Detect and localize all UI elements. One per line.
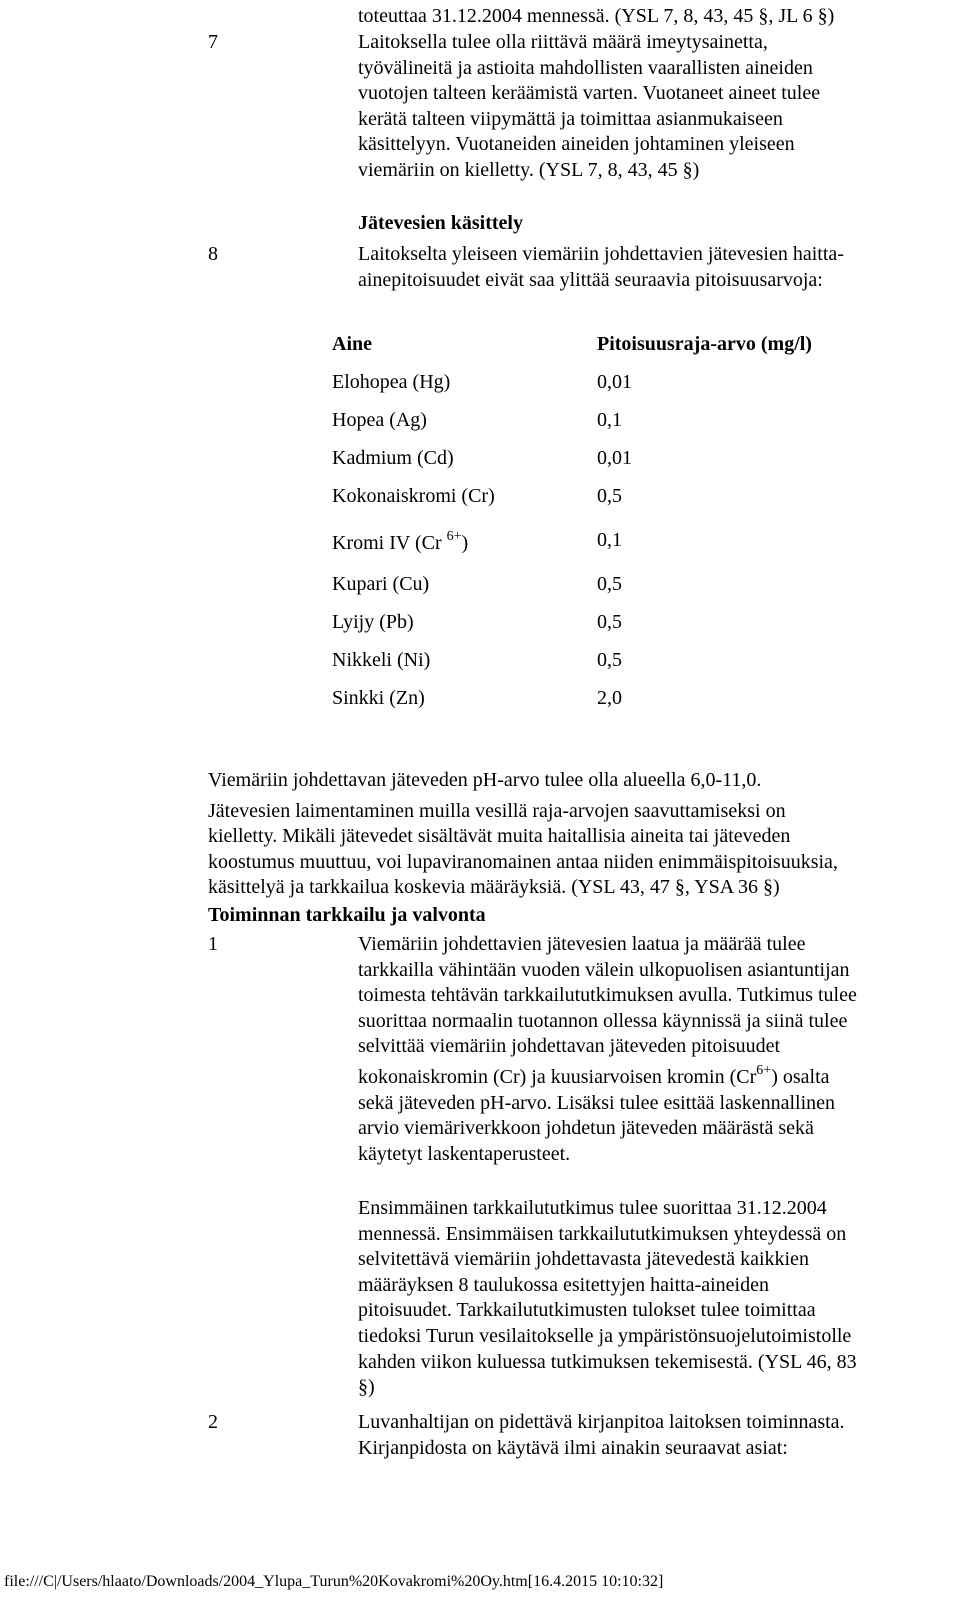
text-line: mennessä. Ensimmäisen tarkkailututkimuksen yhteydessä on: [358, 1222, 847, 1245]
text-line: kahden viikon kuluessa tutkimuksen tekemisestä. (YSL 46, 83: [358, 1350, 857, 1373]
limit-value: 0,1: [597, 529, 622, 552]
substance-name: Sinkki (Zn): [332, 687, 425, 710]
text-line: selvittää viemäriin johdettavan jäteveden pitoisuudet: [358, 1035, 781, 1058]
table-row: [332, 364, 812, 402]
text-line: tiedoksi Turun vesilaitokselle ja ympäristönsuojelutoimistolle: [358, 1324, 852, 1347]
text-line: arvio viemäriverkkoon johdetun jäteveden määrästä sekä: [358, 1117, 814, 1140]
substance-name: [332, 516, 597, 566]
item-7-text: [358, 30, 820, 184]
text-line: selvitettävä viemäriin johdettavasta jätevedestä kaikkien: [358, 1248, 809, 1271]
table-row: [332, 566, 812, 604]
text-line: §): [358, 1376, 375, 1399]
text-line: Laitokselta yleiseen viemäriin johdettavien jätevesien haitta-: [358, 243, 844, 265]
text-line: toimesta tehtävän tarkkailututkimuksen avulla. Tutkimus tulee: [358, 984, 857, 1007]
table-row: [332, 604, 812, 642]
limit-value: 0,5: [597, 649, 622, 672]
table-row: [332, 680, 812, 718]
text-line: Jätevesien laimentaminen muilla vesillä raja-arvojen saavuttamiseksi on: [208, 799, 786, 822]
text-line: käytetyt laskentaperusteet.: [358, 1142, 571, 1165]
item-8-text: [358, 242, 844, 293]
section-heading-monitoring: Toiminnan tarkkailu ja valvonta: [208, 904, 486, 926]
item-number-1: 1: [208, 933, 218, 955]
table-row: [332, 516, 812, 566]
footer-url: file:///C|/Users/hlaato/Downloads/2004_Ylupa_Turun%20Kovakromi%20Oy.htm[16.4.2015 10:10:32]: [4, 1573, 664, 1590]
text-line: pitoisuudet. Tarkkailututkimusten tulokset tulee toimittaa: [358, 1299, 816, 1322]
table-header-row: [332, 326, 812, 364]
limit-value: 0,5: [597, 611, 622, 634]
limit-value: 0,5: [597, 485, 622, 508]
text-segment: ) osalta: [771, 1065, 830, 1088]
wastewater-notes: [208, 768, 838, 901]
text-line: Laitoksella tulee olla riittävä määrä imeytysainetta,: [358, 31, 768, 53]
text-line: Viemäriin johdettavien jätevesien laatua ja määrää tulee: [358, 933, 806, 955]
text-segment: kokonaiskromin (Cr) ja kuusiarvoisen kromin (Cr: [358, 1065, 757, 1088]
limits-table: [332, 326, 812, 718]
column-header-substance: Aine: [332, 333, 372, 356]
text-line: sekä jäteveden pH-arvo. Lisäksi tulee esittää laskennallinen: [358, 1091, 836, 1114]
limit-value: 0,1: [597, 409, 622, 432]
substance-name-text: ): [461, 532, 469, 555]
text-line: kielletty. Mikäli jätevedet sisältävät muita haitallisia aineita tai jäteveden: [208, 825, 791, 848]
text-line: ainepitoisuudet eivät saa ylittää seuraavia pitoisuusarvoja:: [358, 268, 823, 291]
substance-name: Elohopea (Hg): [332, 371, 451, 394]
substance-name: Kadmium (Cd): [332, 447, 454, 470]
text-line: Luvanhaltijan on pidettävä kirjanpitoa laitoksen toiminnasta.: [358, 1411, 845, 1433]
text-line: viemäriin on kielletty. (YSL 7, 8, 43, 45 §): [358, 158, 700, 181]
text-line: Kirjanpidosta on käytävä ilmi ainakin seuraavat asiat:: [358, 1436, 788, 1459]
text-line: koostumus muuttuu, voi lupaviranomainen antaa niiden enimmäispitoisuuksia,: [208, 850, 838, 873]
superscript: 6+: [446, 529, 462, 545]
table-row: [332, 478, 812, 516]
text-line: suorittaa normaalin tuotannon ollessa käynnissä ja siinä tulee: [358, 1009, 848, 1032]
substance-name: Lyijy (Pb): [332, 611, 414, 634]
substance-name: Kokonaiskromi (Cr): [332, 485, 495, 508]
limit-value: 0,01: [597, 447, 632, 470]
text-line: työvälineitä ja astioita mahdollisten vaarallisten aineiden: [358, 56, 813, 79]
substance-name: Nikkeli (Ni): [332, 649, 431, 672]
text-line: Ensimmäinen tarkkailututkimus tulee suorittaa 31.12.2004: [358, 1197, 827, 1219]
continuation-line: [358, 4, 834, 30]
section-heading-wastewater: Jätevesien käsittely: [358, 212, 523, 234]
text-line: määräyksen 8 taulukossa esitettyjen haitta-aineiden: [358, 1273, 769, 1296]
table-row: [332, 402, 812, 440]
substance-name: Hopea (Ag): [332, 409, 427, 432]
text-line: [358, 1062, 857, 1091]
item-number-2: 2: [208, 1411, 218, 1433]
item-1-second-paragraph: [358, 1196, 857, 1401]
column-header-limit: Pitoisuusraja-arvo (mg/l): [597, 333, 812, 356]
limit-value: 2,0: [597, 687, 622, 710]
item-number-7: 7: [208, 31, 218, 53]
text-line: tarkkailla vähintään vuoden välein ulkopuolisen asiantuntijan: [358, 958, 850, 981]
text-line: käsittelyyn. Vuotaneiden aineiden johtaminen yleiseen: [358, 133, 795, 156]
item-2-text: [358, 1410, 845, 1461]
substance-name-text: Kromi IV (Cr: [332, 532, 447, 555]
item-1-text: [358, 932, 857, 1167]
table-row: [332, 440, 812, 478]
text-line: kerätä talteen viipymättä ja toimittaa asianmukaiseen: [358, 107, 783, 130]
limit-value: 0,5: [597, 573, 622, 596]
text-line: toteuttaa 31.12.2004 mennessä. (YSL 7, 8, 43, 45 §, JL 6 §): [358, 5, 835, 27]
table-row: [332, 642, 812, 680]
text-line: käsittelyä ja tarkkailua koskevia määräyksiä. (YSL 43, 47 §, YSA 36 §): [208, 876, 780, 899]
limit-value: 0,01: [597, 371, 632, 394]
superscript: 6+: [756, 1062, 772, 1078]
item-number-8: 8: [208, 243, 218, 265]
substance-name: Kupari (Cu): [332, 573, 430, 596]
text-line: vuotojen talteen keräämistä varten. Vuotaneet aineet tulee: [358, 82, 821, 105]
text-line: Viemäriin johdettavan jäteveden pH-arvo tulee olla alueella 6,0-11,0.: [208, 769, 762, 791]
